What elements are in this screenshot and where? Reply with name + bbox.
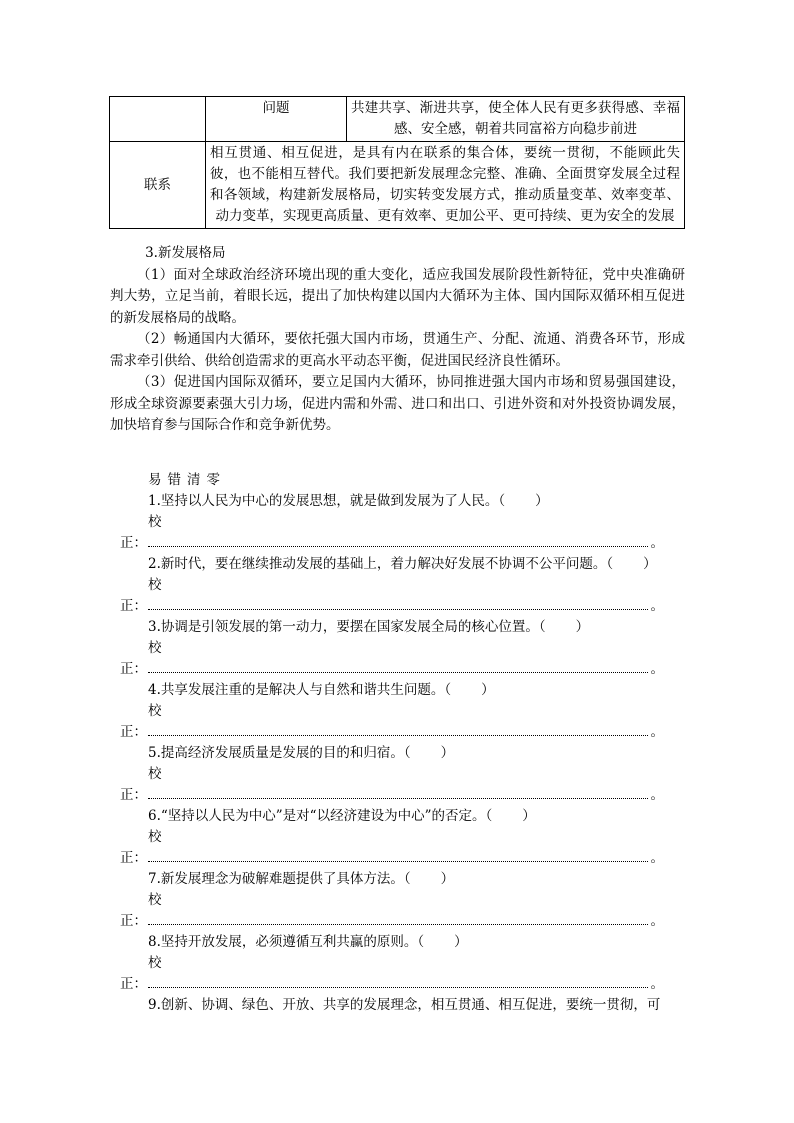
correction-label: 校: [148, 577, 162, 593]
quiz-question: 1.坚持以人民为中心的发展思想，就是做到发展为了人民。（ ）: [148, 493, 549, 509]
quiz-item: [110, 554, 690, 617]
quiz-item: [110, 491, 690, 554]
quiz-item: [110, 806, 690, 869]
correction-label: 校: [148, 892, 162, 908]
table-cell-link-label: 联系: [110, 142, 206, 229]
table-row: [110, 97, 685, 142]
correction-label: 校: [148, 514, 162, 530]
correction-label: 校: [148, 766, 162, 782]
correction-line[interactable]: 正： 。: [120, 850, 664, 866]
quiz-question: 4.共享发展注重的是解决人与自然和谐共生问题。（ ）: [148, 682, 495, 698]
paragraph: （1）面对全球政治经济环境出现的重大变化，适应我国发展阶段性新特征，党中央准确研判大势，立足当前，着眼长远，提出了加快构建以国内大循环为主体、国内国际双循环相互促进的新发展格局的战略。: [110, 266, 685, 326]
quiz-question: 6.“坚持以人民为中心”是对“以经济建设为中心”的否定。（ ）: [148, 808, 536, 824]
paragraph: （2）畅通国内大循环，要依托强大国内市场，贯通生产、分配、流通、消费各环节，形成需求牵引供给、供给创造需求的更高水平动态平衡，促进国民经济良性循环。: [110, 331, 685, 369]
quiz-item: [110, 617, 690, 680]
correction-label: 校: [148, 955, 162, 971]
error-clearing-quiz: [110, 470, 690, 1016]
quiz-item: [110, 680, 690, 743]
concept-summary-table: [109, 96, 685, 229]
section-heading: 3.新发展格局: [145, 245, 226, 261]
correction-line[interactable]: 正： 。: [120, 976, 664, 992]
quiz-question: 3.协调是引领发展的第一动力，要摆在国家发展全局的核心位置。（ ）: [148, 619, 590, 635]
correction-line[interactable]: 正： 。: [120, 913, 664, 929]
quiz-question: 8.坚持开放发展，必须遵循互利共赢的原则。（ ）: [148, 934, 468, 950]
correction-label: 校: [148, 829, 162, 845]
table-cell-empty: [110, 97, 206, 142]
correction-line[interactable]: 正： 。: [120, 787, 664, 803]
correction-line[interactable]: 正： 。: [120, 535, 664, 551]
correction-line[interactable]: 正： 。: [120, 598, 664, 614]
quiz-item: [110, 995, 690, 1016]
correction-line[interactable]: 正： 。: [120, 661, 664, 677]
table-cell-issue-label: 问题: [206, 97, 347, 142]
quiz-question: 2.新时代，要在继续推动发展的基础上，着力解决好发展不协调不公平问题。（ ）: [148, 556, 657, 572]
quiz-item: [110, 932, 690, 995]
correction-label: 校: [148, 703, 162, 719]
correction-label: 校: [148, 640, 162, 656]
quiz-item: [110, 869, 690, 932]
quiz-question: 5.提高经济发展质量是发展的目的和归宿。（ ）: [148, 745, 455, 761]
table-cell-issue-content: 共建共享、渐进共享，使全体人民有更多获得感、幸福感、安全感，朝着共同富裕方向稳步前进: [347, 97, 685, 142]
correction-line[interactable]: 正： 。: [120, 724, 664, 740]
quiz-item: [110, 743, 690, 806]
quiz-question: 7.新发展理念为破解难题提供了具体方法。（ ）: [148, 871, 455, 887]
new-development-pattern-section: [110, 243, 685, 437]
quiz-question: 9.创新、协调、绿色、开放、共享的发展理念，相互贯通、相互促进，要统一贯彻，可: [148, 997, 661, 1013]
table-cell-link-content: 相互贯通、相互促进，是具有内在联系的集合体，要统一贯彻，不能顾此失彼，也不能相互替代。我们要把新发展理念完整、准确、全面贯穿发展全过程和各领域，构建新发展格局，切实转变发展方式，推动质量变革、效率变革、动力变革，实现更高质量、更有效率、更加公平、更可持续、更为安全的发展: [206, 142, 685, 229]
paragraph: （3）促进国内国际双循环，要立足国内大循环，协同推进强大国内市场和贸易强国建设，形成全球资源要素强大引力场，促进内需和外需、进口和出口、引进外资和对外投资协调发展，加快培育参与国际合作和竞争新优势。: [110, 374, 685, 433]
quiz-title: 易错清零: [148, 472, 226, 488]
table-row: [110, 142, 685, 229]
